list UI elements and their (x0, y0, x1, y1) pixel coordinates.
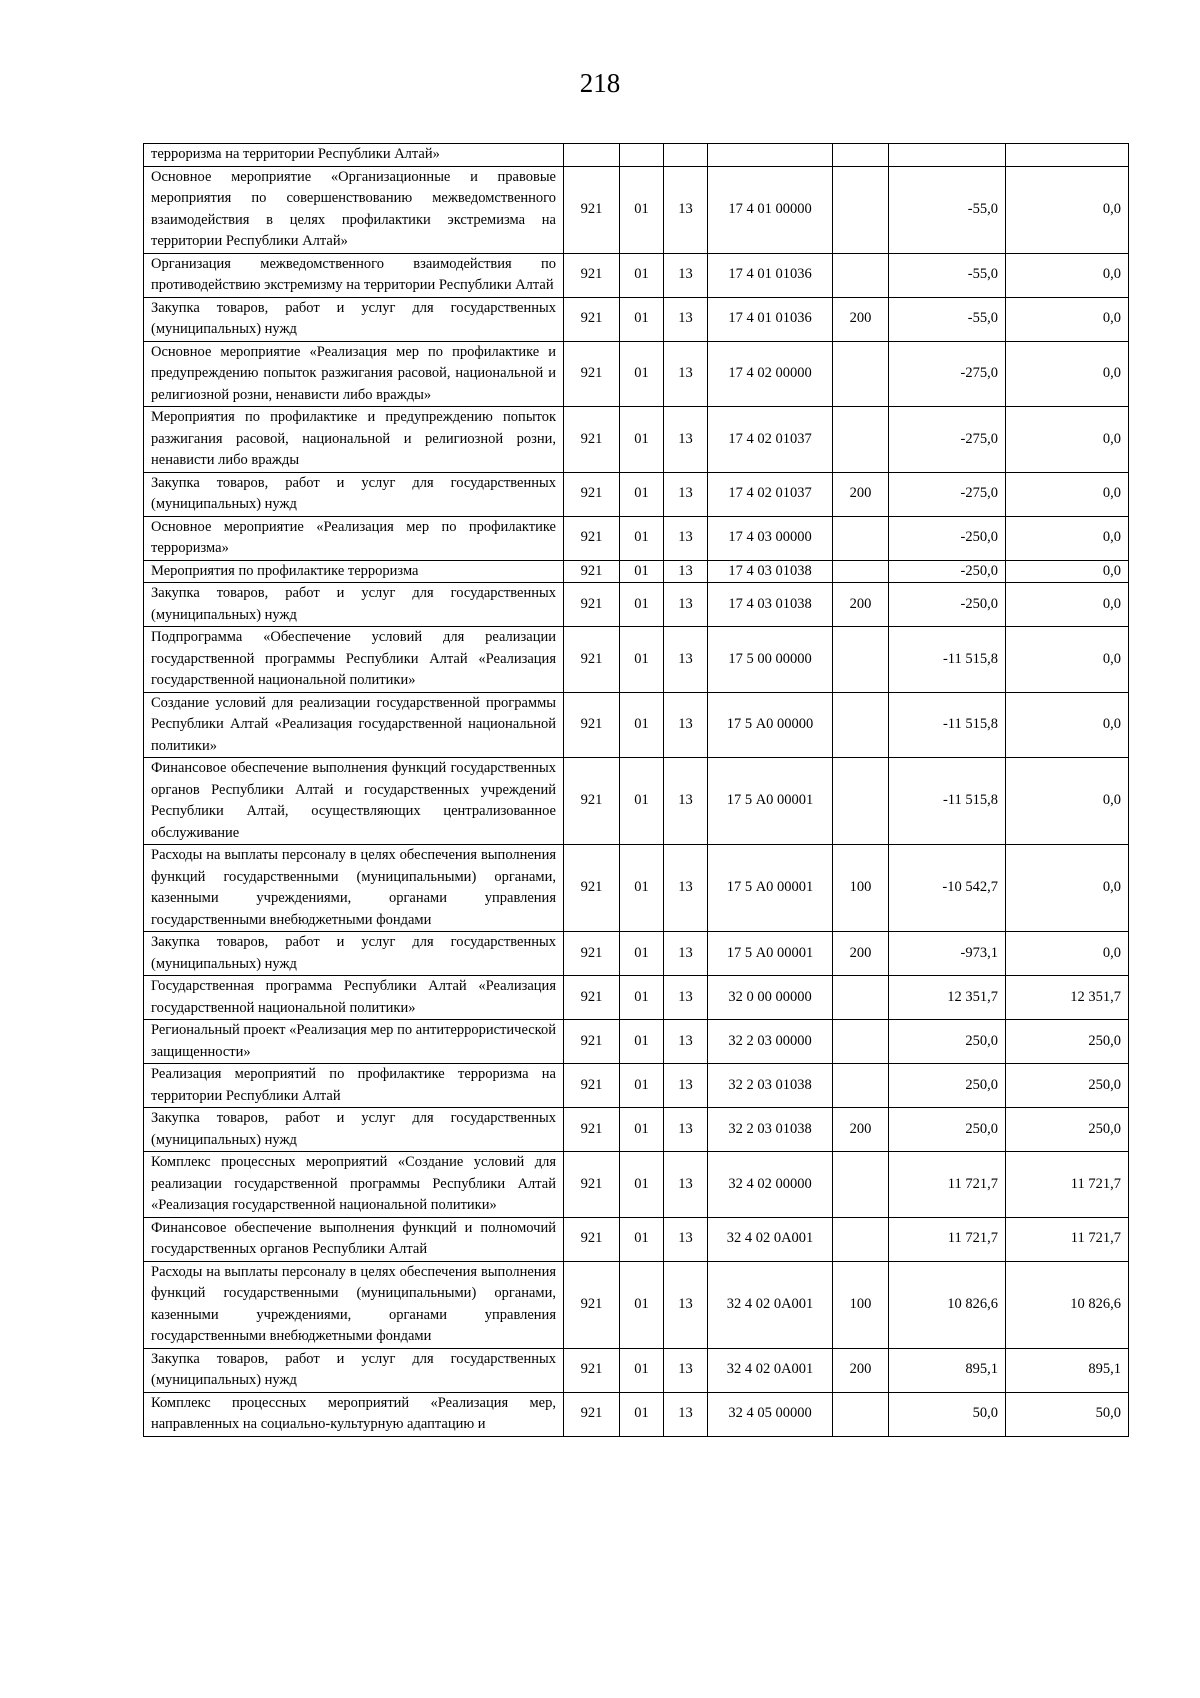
row-name-cell: Комплекс процессных мероприятий «Реализация мер, направленных на социально-культурную адаптацию и (144, 1392, 564, 1436)
row-name-cell: Расходы на выплаты персоналу в целях обеспечения выполнения функций государственными (муниципальными) органами, казенными учреждениями, органами управления государственными внебюджетными фондами (144, 845, 564, 932)
row-amount-year1-cell: -250,0 (889, 516, 1006, 560)
row-amount-year1-cell (889, 144, 1006, 167)
row-expense-type-cell (833, 976, 889, 1020)
row-section-cell: 01 (620, 341, 664, 407)
row-grbs-cell: 921 (564, 1152, 620, 1218)
row-amount-year2-cell: 0,0 (1006, 472, 1129, 516)
table-row (144, 1020, 1129, 1064)
row-target-article-cell: 32 2 03 01038 (708, 1064, 833, 1108)
row-name-cell: Закупка товаров, работ и услуг для государственных (муниципальных) нужд (144, 297, 564, 341)
row-target-article-cell: 17 5 А0 00000 (708, 692, 833, 758)
row-amount-year1-cell: 250,0 (889, 1064, 1006, 1108)
row-grbs-cell: 921 (564, 1064, 620, 1108)
row-expense-type-cell (833, 516, 889, 560)
row-amount-year1-cell: -250,0 (889, 560, 1006, 583)
row-section-cell: 01 (620, 845, 664, 932)
table-row (144, 560, 1129, 583)
row-target-article-cell: 17 5 00 00000 (708, 627, 833, 693)
row-amount-year1-cell: 11 721,7 (889, 1152, 1006, 1218)
row-name-cell: Основное мероприятие «Реализация мер по профилактике и предупреждению попыток разжигания расовой, национальной и религиозной розни, ненависти либо вражды» (144, 341, 564, 407)
row-expense-type-cell (833, 758, 889, 845)
table-row (144, 932, 1129, 976)
row-amount-year2-cell: 0,0 (1006, 560, 1129, 583)
row-section-cell: 01 (620, 253, 664, 297)
row-name-cell: Закупка товаров, работ и услуг для государственных (муниципальных) нужд (144, 1348, 564, 1392)
row-subsection-cell: 13 (664, 516, 708, 560)
row-amount-year1-cell: -250,0 (889, 583, 1006, 627)
row-grbs-cell: 921 (564, 253, 620, 297)
row-name-cell: Региональный проект «Реализация мер по антитеррористической защищенности» (144, 1020, 564, 1064)
row-amount-year1-cell: -55,0 (889, 166, 1006, 253)
row-target-article-cell: 32 2 03 00000 (708, 1020, 833, 1064)
table-row (144, 976, 1129, 1020)
row-target-article-cell: 17 4 02 01037 (708, 407, 833, 473)
row-name-cell: Мероприятия по профилактике и предупреждению попыток разжигания расовой, национальной и религиозной розни, ненависти либо вражды (144, 407, 564, 473)
row-name-cell: Реализация мероприятий по профилактике терроризма на территории Республики Алтай (144, 1064, 564, 1108)
row-grbs-cell: 921 (564, 845, 620, 932)
row-amount-year2-cell: 0,0 (1006, 932, 1129, 976)
row-amount-year1-cell: 11 721,7 (889, 1217, 1006, 1261)
row-grbs-cell: 921 (564, 976, 620, 1020)
row-amount-year2-cell: 0,0 (1006, 845, 1129, 932)
row-section-cell: 01 (620, 932, 664, 976)
row-section-cell: 01 (620, 1064, 664, 1108)
row-section-cell: 01 (620, 472, 664, 516)
row-name-cell: Основное мероприятие «Реализация мер по профилактике терроризма» (144, 516, 564, 560)
row-section-cell: 01 (620, 1152, 664, 1218)
row-subsection-cell: 13 (664, 472, 708, 516)
row-target-article-cell: 17 4 03 00000 (708, 516, 833, 560)
row-amount-year1-cell: -275,0 (889, 472, 1006, 516)
row-amount-year1-cell: -973,1 (889, 932, 1006, 976)
row-section-cell: 01 (620, 1348, 664, 1392)
table-row (144, 1261, 1129, 1348)
row-name-cell: Закупка товаров, работ и услуг для государственных (муниципальных) нужд (144, 1108, 564, 1152)
row-expense-type-cell (833, 253, 889, 297)
table-row (144, 1348, 1129, 1392)
row-amount-year1-cell: -275,0 (889, 341, 1006, 407)
row-grbs-cell: 921 (564, 1392, 620, 1436)
row-name-cell: Организация межведомственного взаимодействия по противодействию экстремизму на территории Республики Алтай (144, 253, 564, 297)
row-grbs-cell: 921 (564, 1108, 620, 1152)
row-amount-year2-cell: 0,0 (1006, 253, 1129, 297)
row-name-cell: Государственная программа Республики Алтай «Реализация государственной национальной политики» (144, 976, 564, 1020)
row-section-cell: 01 (620, 1392, 664, 1436)
row-target-article-cell: 17 4 01 01036 (708, 297, 833, 341)
row-amount-year1-cell: -11 515,8 (889, 758, 1006, 845)
table-row (144, 166, 1129, 253)
row-name-cell: Закупка товаров, работ и услуг для государственных (муниципальных) нужд (144, 583, 564, 627)
row-section-cell: 01 (620, 516, 664, 560)
row-grbs-cell: 921 (564, 583, 620, 627)
table-row (144, 472, 1129, 516)
row-amount-year1-cell: -275,0 (889, 407, 1006, 473)
table-row (144, 1392, 1129, 1436)
row-target-article-cell: 32 4 02 00000 (708, 1152, 833, 1218)
row-target-article-cell: 32 4 02 0А001 (708, 1261, 833, 1348)
row-amount-year1-cell: 250,0 (889, 1020, 1006, 1064)
row-amount-year1-cell: 250,0 (889, 1108, 1006, 1152)
row-subsection-cell: 13 (664, 976, 708, 1020)
row-expense-type-cell: 200 (833, 297, 889, 341)
row-amount-year2-cell: 12 351,7 (1006, 976, 1129, 1020)
row-expense-type-cell: 200 (833, 932, 889, 976)
row-grbs-cell: 921 (564, 1020, 620, 1064)
row-target-article-cell: 32 4 02 0А001 (708, 1348, 833, 1392)
row-target-article-cell: 17 4 01 01036 (708, 253, 833, 297)
row-expense-type-cell: 100 (833, 1261, 889, 1348)
row-name-cell: Расходы на выплаты персоналу в целях обеспечения выполнения функций государственными (муниципальными) органами, казенными учреждениями, органами управления государственными внебюджетными фондами (144, 1261, 564, 1348)
row-grbs-cell: 921 (564, 1217, 620, 1261)
row-amount-year2-cell: 250,0 (1006, 1108, 1129, 1152)
row-subsection-cell: 13 (664, 1020, 708, 1064)
table-row (144, 1064, 1129, 1108)
table-row (144, 1217, 1129, 1261)
row-expense-type-cell (833, 692, 889, 758)
row-grbs-cell: 921 (564, 166, 620, 253)
row-expense-type-cell: 200 (833, 1108, 889, 1152)
row-expense-type-cell (833, 1064, 889, 1108)
row-subsection-cell: 13 (664, 845, 708, 932)
table-row (144, 758, 1129, 845)
row-amount-year1-cell: -55,0 (889, 253, 1006, 297)
row-section-cell: 01 (620, 297, 664, 341)
row-amount-year1-cell: 895,1 (889, 1348, 1006, 1392)
row-section-cell: 01 (620, 560, 664, 583)
row-grbs-cell: 921 (564, 472, 620, 516)
row-amount-year2-cell: 0,0 (1006, 516, 1129, 560)
row-subsection-cell: 13 (664, 1261, 708, 1348)
row-amount-year2-cell: 0,0 (1006, 407, 1129, 473)
row-target-article-cell: 17 5 А0 00001 (708, 758, 833, 845)
table-row (144, 341, 1129, 407)
row-section-cell: 01 (620, 407, 664, 473)
row-section-cell (620, 144, 664, 167)
row-section-cell: 01 (620, 627, 664, 693)
row-amount-year2-cell: 0,0 (1006, 166, 1129, 253)
row-grbs-cell (564, 144, 620, 167)
table-row (144, 144, 1129, 167)
row-amount-year2-cell: 250,0 (1006, 1064, 1129, 1108)
row-target-article-cell: 17 4 01 00000 (708, 166, 833, 253)
row-target-article-cell: 17 5 А0 00001 (708, 932, 833, 976)
row-amount-year1-cell: 10 826,6 (889, 1261, 1006, 1348)
table-row (144, 407, 1129, 473)
row-expense-type-cell (833, 407, 889, 473)
budget-table-body (144, 144, 1129, 1437)
row-target-article-cell: 17 4 03 01038 (708, 560, 833, 583)
row-section-cell: 01 (620, 583, 664, 627)
table-row (144, 627, 1129, 693)
row-subsection-cell: 13 (664, 166, 708, 253)
row-amount-year2-cell: 895,1 (1006, 1348, 1129, 1392)
row-expense-type-cell: 100 (833, 845, 889, 932)
table-row (144, 845, 1129, 932)
row-target-article-cell (708, 144, 833, 167)
row-amount-year1-cell: -11 515,8 (889, 627, 1006, 693)
row-name-cell: Финансовое обеспечение выполнения функций и полномочий государственных органов Республики Алтай (144, 1217, 564, 1261)
row-section-cell: 01 (620, 1020, 664, 1064)
row-expense-type-cell (833, 1152, 889, 1218)
row-subsection-cell: 13 (664, 932, 708, 976)
row-expense-type-cell (833, 166, 889, 253)
row-amount-year2-cell: 0,0 (1006, 297, 1129, 341)
table-row (144, 253, 1129, 297)
table-row (144, 297, 1129, 341)
row-expense-type-cell (833, 341, 889, 407)
table-row (144, 583, 1129, 627)
row-amount-year2-cell: 0,0 (1006, 341, 1129, 407)
row-subsection-cell: 13 (664, 1392, 708, 1436)
row-amount-year2-cell: 250,0 (1006, 1020, 1129, 1064)
row-subsection-cell: 13 (664, 560, 708, 583)
row-amount-year2-cell: 0,0 (1006, 627, 1129, 693)
row-grbs-cell: 921 (564, 1348, 620, 1392)
table-row (144, 516, 1129, 560)
row-target-article-cell: 17 5 А0 00001 (708, 845, 833, 932)
row-subsection-cell: 13 (664, 253, 708, 297)
row-target-article-cell: 32 2 03 01038 (708, 1108, 833, 1152)
row-amount-year2-cell (1006, 144, 1129, 167)
row-subsection-cell (664, 144, 708, 167)
row-subsection-cell: 13 (664, 758, 708, 845)
row-grbs-cell: 921 (564, 407, 620, 473)
row-name-cell: Основное мероприятие «Организационные и правовые мероприятия по совершенствованию межведомственного взаимодействия в целях профилактики экстремизма на территории Республики Алтай» (144, 166, 564, 253)
row-amount-year1-cell: 50,0 (889, 1392, 1006, 1436)
row-section-cell: 01 (620, 1108, 664, 1152)
row-section-cell: 01 (620, 1261, 664, 1348)
row-target-article-cell: 17 4 02 01037 (708, 472, 833, 516)
row-expense-type-cell (833, 144, 889, 167)
row-target-article-cell: 32 4 02 0А001 (708, 1217, 833, 1261)
row-name-cell: Создание условий для реализации государственной программы Республики Алтай «Реализация государственной национальной политики» (144, 692, 564, 758)
row-section-cell: 01 (620, 758, 664, 845)
row-name-cell: Комплекс процессных мероприятий «Создание условий для реализации государственной программы Республики Алтай «Реализация государственной национальной политики» (144, 1152, 564, 1218)
row-expense-type-cell (833, 1392, 889, 1436)
row-amount-year2-cell: 0,0 (1006, 583, 1129, 627)
row-section-cell: 01 (620, 976, 664, 1020)
row-section-cell: 01 (620, 166, 664, 253)
row-amount-year2-cell: 11 721,7 (1006, 1217, 1129, 1261)
row-amount-year1-cell: -10 542,7 (889, 845, 1006, 932)
row-expense-type-cell (833, 560, 889, 583)
table-row (144, 1108, 1129, 1152)
row-name-cell: Мероприятия по профилактике терроризма (144, 560, 564, 583)
row-amount-year1-cell: 12 351,7 (889, 976, 1006, 1020)
row-expense-type-cell: 200 (833, 1348, 889, 1392)
row-subsection-cell: 13 (664, 1152, 708, 1218)
row-grbs-cell: 921 (564, 516, 620, 560)
row-grbs-cell: 921 (564, 758, 620, 845)
row-subsection-cell: 13 (664, 407, 708, 473)
row-amount-year1-cell: -11 515,8 (889, 692, 1006, 758)
row-grbs-cell: 921 (564, 627, 620, 693)
row-subsection-cell: 13 (664, 583, 708, 627)
page-number: 218 (579, 68, 621, 98)
row-subsection-cell: 13 (664, 692, 708, 758)
row-expense-type-cell (833, 1020, 889, 1064)
row-subsection-cell: 13 (664, 1108, 708, 1152)
row-grbs-cell: 921 (564, 932, 620, 976)
table-row (144, 692, 1129, 758)
row-name-cell: Финансовое обеспечение выполнения функций государственных органов Республики Алтай и государственных учреждений Республики Алтай, осуществляющих централизованное обслуживание (144, 758, 564, 845)
row-expense-type-cell (833, 627, 889, 693)
row-section-cell: 01 (620, 1217, 664, 1261)
row-subsection-cell: 13 (664, 341, 708, 407)
row-amount-year2-cell: 0,0 (1006, 758, 1129, 845)
row-subsection-cell: 13 (664, 627, 708, 693)
row-grbs-cell: 921 (564, 692, 620, 758)
row-name-cell: терроризма на территории Республики Алтай» (144, 144, 564, 167)
row-target-article-cell: 17 4 02 00000 (708, 341, 833, 407)
row-section-cell: 01 (620, 692, 664, 758)
row-expense-type-cell: 200 (833, 472, 889, 516)
table-row (144, 1152, 1129, 1218)
row-expense-type-cell: 200 (833, 583, 889, 627)
row-grbs-cell: 921 (564, 297, 620, 341)
row-amount-year2-cell: 10 826,6 (1006, 1261, 1129, 1348)
row-subsection-cell: 13 (664, 1064, 708, 1108)
row-subsection-cell: 13 (664, 1348, 708, 1392)
row-target-article-cell: 32 0 00 00000 (708, 976, 833, 1020)
row-expense-type-cell (833, 1217, 889, 1261)
row-subsection-cell: 13 (664, 1217, 708, 1261)
row-target-article-cell: 17 4 03 01038 (708, 583, 833, 627)
row-grbs-cell: 921 (564, 341, 620, 407)
row-amount-year2-cell: 0,0 (1006, 692, 1129, 758)
row-grbs-cell: 921 (564, 560, 620, 583)
row-amount-year1-cell: -55,0 (889, 297, 1006, 341)
row-name-cell: Подпрограмма «Обеспечение условий для реализации государственной программы Республики Алтай «Реализация государственной национальной политики» (144, 627, 564, 693)
row-target-article-cell: 32 4 05 00000 (708, 1392, 833, 1436)
row-subsection-cell: 13 (664, 297, 708, 341)
row-name-cell: Закупка товаров, работ и услуг для государственных (муниципальных) нужд (144, 932, 564, 976)
row-amount-year2-cell: 11 721,7 (1006, 1152, 1129, 1218)
budget-table (143, 143, 1129, 1437)
row-name-cell: Закупка товаров, работ и услуг для государственных (муниципальных) нужд (144, 472, 564, 516)
row-grbs-cell: 921 (564, 1261, 620, 1348)
row-amount-year2-cell: 50,0 (1006, 1392, 1129, 1436)
